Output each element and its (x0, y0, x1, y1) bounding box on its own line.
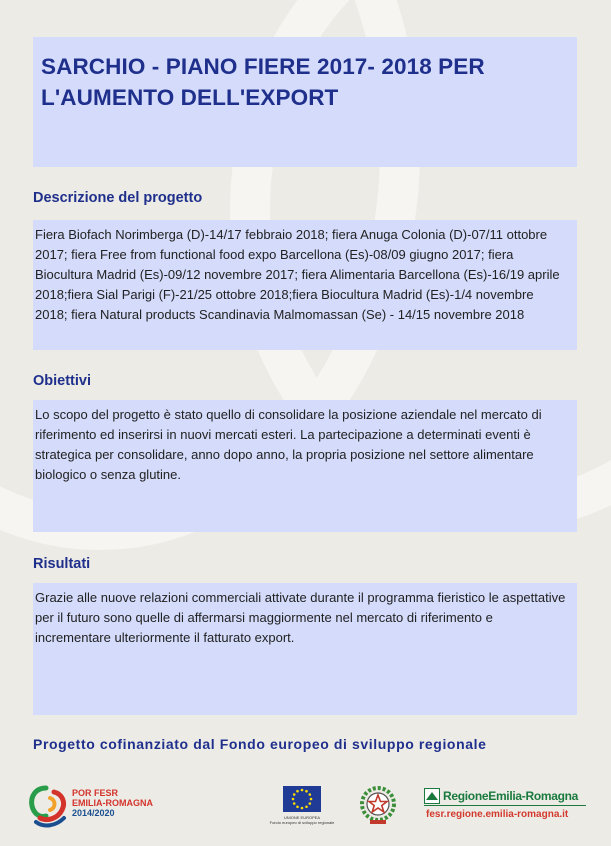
risultati-text: Grazie alle nuove relazioni commerciali attivate durante il programma fieristico le aspettative per il futuro sono quelle di affermarsi maggiormente nel mercato di riferimento e incrementare ulteriormente il fatturato export. (35, 590, 566, 645)
por-fesr-years: 2014/2020 (72, 808, 115, 818)
page-title: SARCHIO - PIANO FIERE 2017- 2018 PER L'AUMENTO DELL'EXPORT (41, 54, 485, 110)
eu-caption-line2: Fondo europeo di sviluppo regionale (269, 820, 335, 825)
descrizione-heading: Descrizione del progetto (33, 190, 203, 206)
obiettivi-text: Lo scopo del progetto è stato quello di consolidare la posizione aziendale nel mercato di riferimento ed inserirsi in nuovi mercati esteri. La partecipazione a determinati eventi è strategica per consolidare, anno dopo anno, la propria posizione nel settore alimentare biologico o senza glutine. (35, 407, 542, 482)
repubblica-italiana-emblem (358, 784, 398, 826)
eu-flag-icon (283, 786, 321, 812)
regione-name: RegioneEmilia-Romagna (443, 789, 579, 803)
descrizione-box (33, 220, 577, 350)
risultati-heading: Risultati (33, 556, 91, 572)
obiettivi-box (33, 400, 577, 532)
regione-emilia-romagna-logo (424, 787, 586, 827)
por-fesr-line2: EMILIA-ROMAGNA (72, 798, 153, 808)
title-box (33, 37, 577, 167)
eu-logo (262, 786, 342, 828)
descrizione-text: Fiera Biofach Norimberga (D)-14/17 febbraio 2018; fiera Anuga Colonia (D)-07/11 ottobre 2017; fiera Free from functional food expo Barcellona (Es)-08/09 giugno 2017; fiera Biocultura Madrid (Es)-09/12 novembre 2017; fiera Alimentaria Barcellona (Es)-16/19 aprile 2018;fiera Sial Parigi (F)-21/25 ottobre 2018;fiera Biocultura Madrid (Es)-1/4 novembre 2018; fiera Natural products Scandinavia Malmomassan (Se) - 14/15 novembre 2018 (35, 227, 560, 322)
cofinanziato-statement: Progetto cofinanziato dal Fondo europeo di sviluppo regionale (33, 736, 487, 752)
por-fesr-logo (26, 782, 176, 828)
risultati-box (33, 583, 577, 715)
obiettivi-heading: Obiettivi (33, 373, 92, 389)
regione-url[interactable]: fesr.regione.emilia-romagna.it (426, 809, 569, 820)
por-fesr-swirl-icon (26, 782, 74, 828)
por-fesr-line1: POR FESR (72, 788, 119, 798)
italian-emblem-icon (358, 784, 398, 826)
eu-caption-line1: UNIONE EUROPEA (283, 815, 321, 820)
regione-flag-icon (424, 788, 440, 804)
regione-divider (424, 805, 586, 806)
